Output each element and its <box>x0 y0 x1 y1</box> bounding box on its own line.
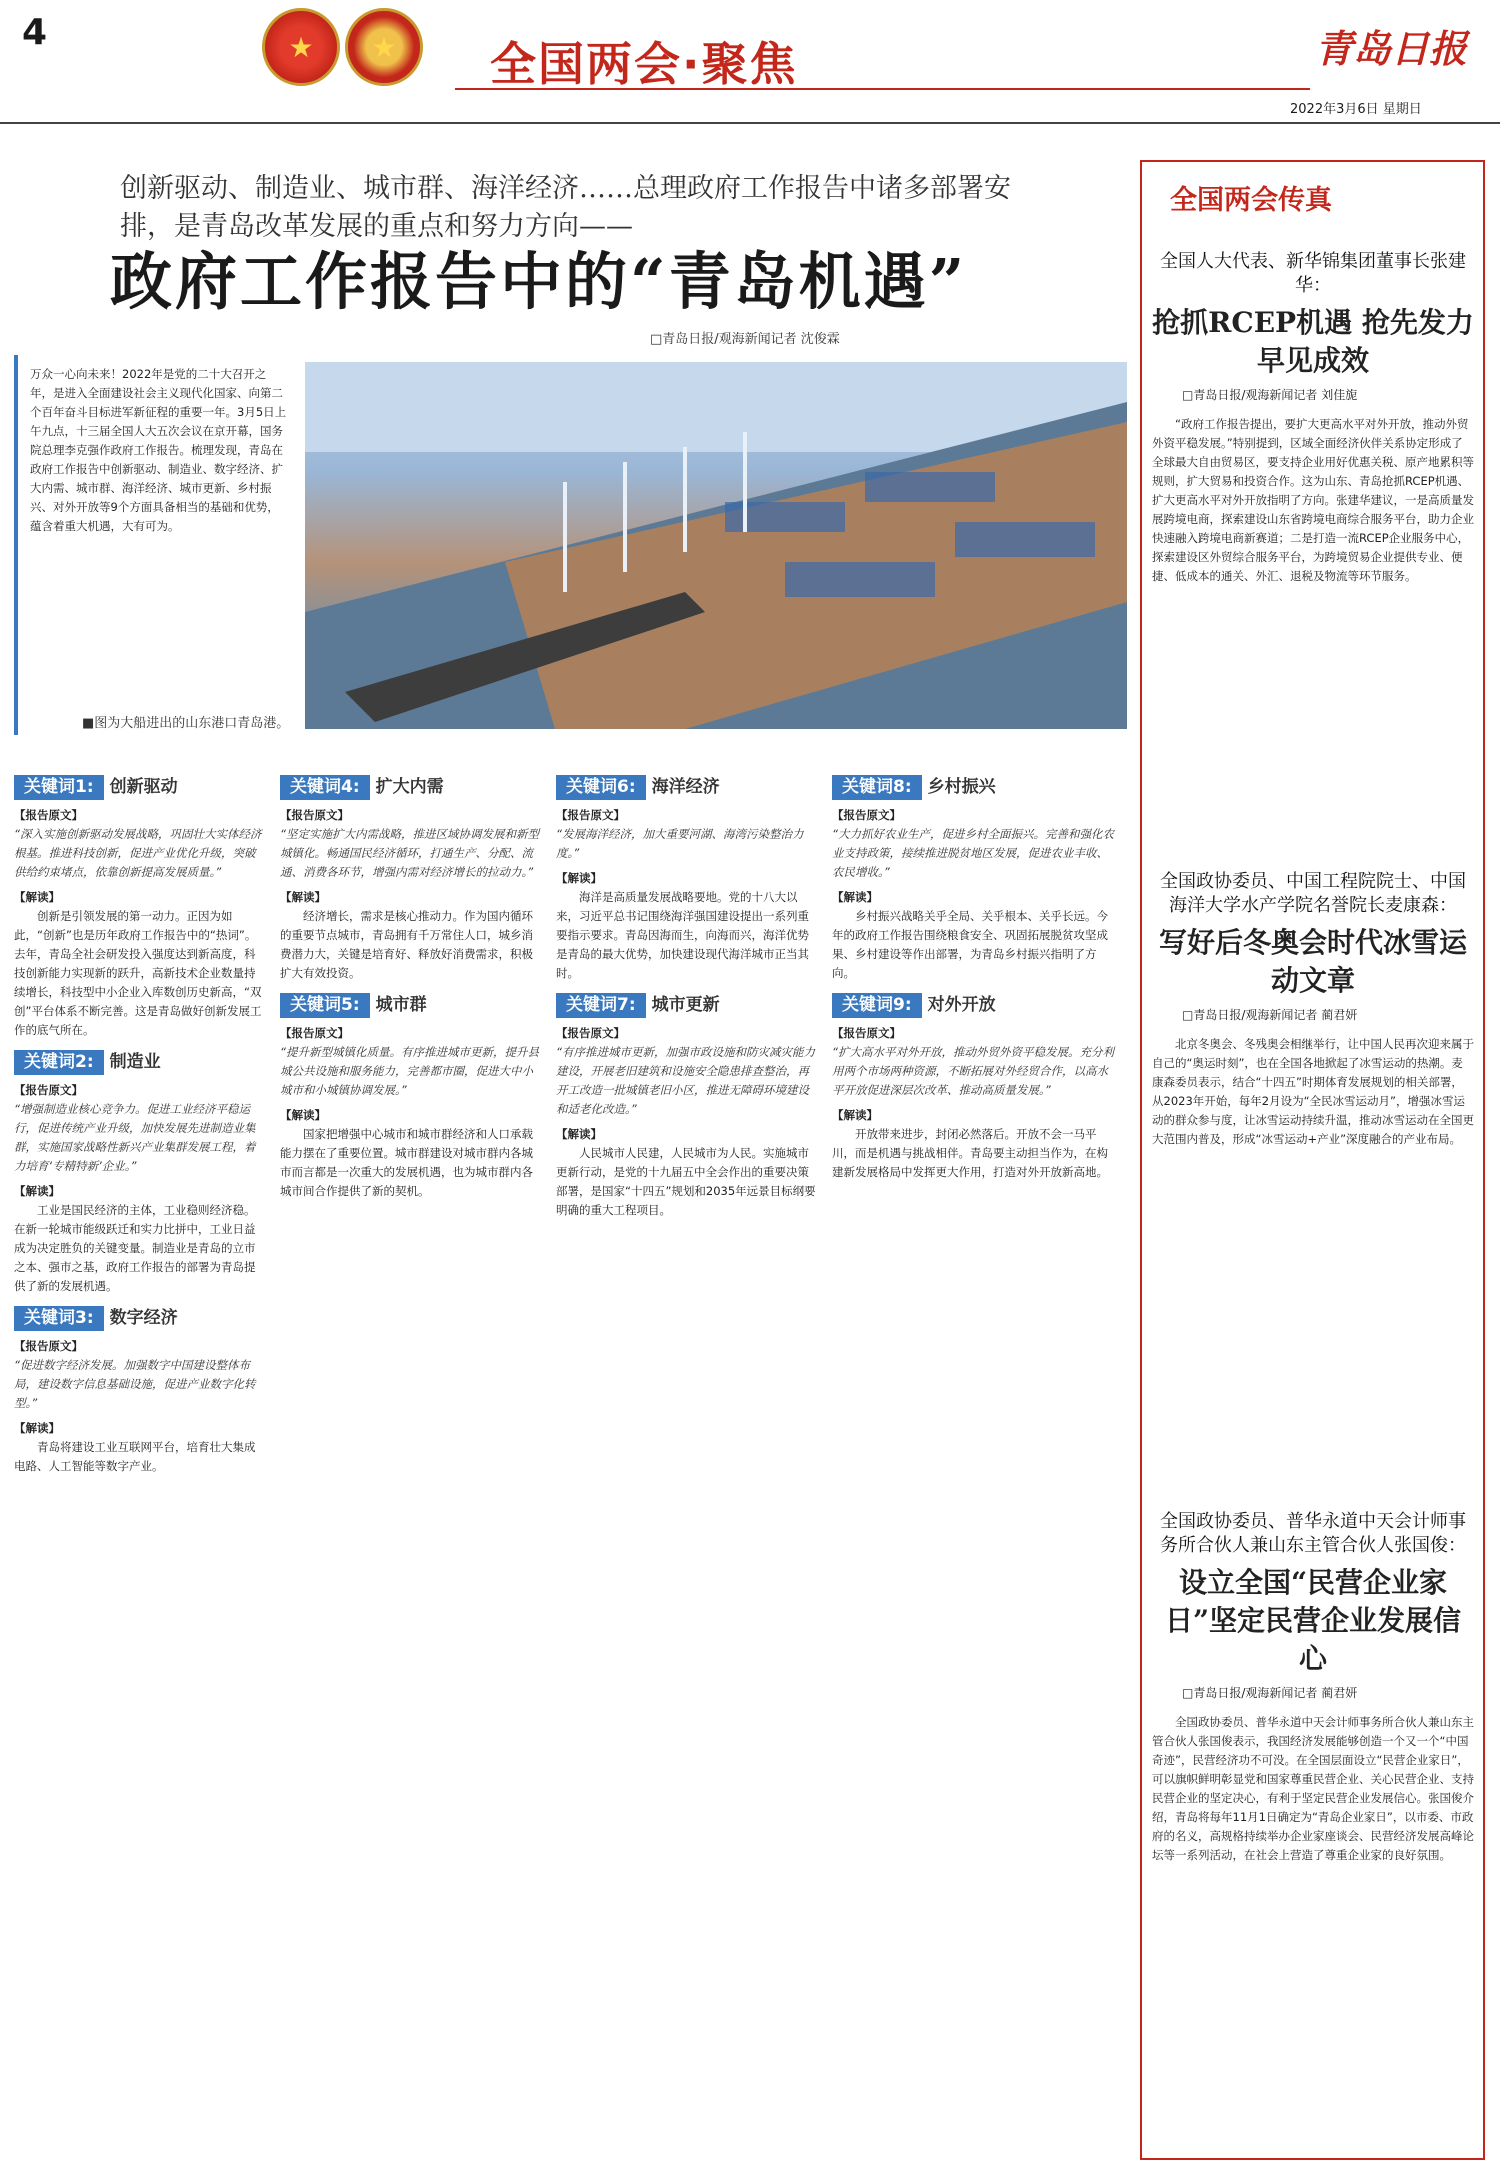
keyword-section: 关键词3: 数字经济 【报告原文】 “促进数字经济发展。加强数字中国建设整体布局，建设数字信息基础设施，促进产业数字化转型。” 【解读】 青岛将建设工业互联网平台，培育壮大集成电路、人工智能等数字产业。 <box>14 1296 264 1476</box>
page-header <box>0 0 1500 125</box>
keyword-section: 关键词7: 城市更新 【报告原文】 “有序推进城市更新，加强市政设施和防灾减灾能力建设，开展老旧建筑和设施安全隐患排查整治，再开工改造一批城镇老旧小区，推进无障碍环境建设和适老化改造。” 【解读】 人民城市人民建，人民城市为人民。实施城市更新行动，是党的十九届五中全会作出的重要决策部署，是国家“十四五”规划和2035年远景目标纲要明确的重大工程项目。 <box>556 983 816 1220</box>
keyword-section: 关键词6: 海洋经济 【报告原文】 “发展海洋经济，加大重要河湖、海湾污染整治力度。” 【解读】 海洋是高质量发展战略要地。党的十八大以来，习近平总书记围绕海洋强国建设提出一系列重要指示要求。青岛因海而生，向海而兴，海洋优势是青岛的最大优势，加快建设现代海洋城市正当其时。 <box>556 765 816 983</box>
keyword-section: 关键词2: 制造业 【报告原文】 “增强制造业核心竞争力。促进工业经济平稳运行，促进传统产业升级，加快发展先进制造业集群，实施国家战略性新兴产业集群发展工程，着力培育‘专精特新’企业。” 【解读】 工业是国民经济的主体，工业稳则经济稳。在新一轮城市能级跃迁和实力比拼中，工业日益成为决定胜负的关键变量。制造业是青岛的立市之本、强市之基，政府工作报告的部署为青岛提供了新的发展机遇。 <box>14 1040 264 1296</box>
interpretation: 人民城市人民建，人民城市为人民。实施城市更新行动，是党的十九届五中全会作出的重要决策部署，是国家“十四五”规划和2035年远景目标纲要明确的重大工程项目。 <box>556 1146 816 1217</box>
story-byline: □青岛日报/观海新闻记者 蔺君妍 <box>1182 1686 1358 1700</box>
keyword-name: 数字经济 <box>109 1308 178 1328</box>
keyword-section: 关键词5: 城市群 【报告原文】 “提升新型城镇化质量。有序推进城市更新，提升县城公共设施和服务能力，完善都市圈，促进大中小城市和小城镇协调发展。” 【解读】 国家把增强中心城市和城市群经济和人口承载能力摆在了重要位置。城市群建设对城市群内各城市而言都是一次重大的发展机遇，也为城市群内各城市间合作提供了新的契机。 <box>280 983 540 1201</box>
keyword-label: 关键词1: <box>14 775 104 800</box>
keyword-section: 关键词4: 扩大内需 【报告原文】 “坚定实施扩大内需战略，推进区域协调发展和新型城镇化。畅通国民经济循环，打通生产、分配、流通、消费各环节，增强内需对经济增长的拉动力。” 【解读】 经济增长，需求是核心推动力。作为国内循环的重要节点城市，青岛拥有千万常住人口，城乡消费潜力大，关键是培育好、释放好消费需求，积极扩大有效投资。 <box>280 765 540 983</box>
report-quote: “深入实施创新驱动发展战略，巩固壮大实体经济根基。推进科技创新，促进产业优化升级，突破供给约束堵点，依靠创新提高发展质量。” <box>14 827 262 879</box>
keyword-section: 关键词9: 对外开放 【报告原文】 “扩大高水平对外开放，推动外贸外资平稳发展。充分利用两个市场两种资源，不断拓展对外经贸合作，以高水平开放促进深层次改革、推动高质量发展。” 【解读】 开放带来进步，封闭必然落后。开放不会一马平川，而是机遇与挑战相伴。青岛要主动担当作为，在构建新发展格局中发挥更大作用，打造对外开放新高地。 <box>832 983 1117 1182</box>
keyword-label: 关键词2: <box>14 1050 104 1075</box>
interpretation: 海洋是高质量发展战略要地。党的十八大以来，习近平总书记围绕海洋强国建设提出一系列重要指示要求。青岛因海而生，向海而兴，海洋优势是青岛的最大优势，加快建设现代海洋城市正当其时。 <box>556 890 809 980</box>
article-column-1 <box>14 765 264 1476</box>
keyword-name: 创新驱动 <box>109 777 178 797</box>
newspaper-logo: 青岛日报 <box>1315 26 1468 71</box>
report-quote: “促进数字经济发展。加强数字中国建设整体布局，建设数字信息基础设施，促进产业数字化转型。” <box>14 1358 256 1410</box>
interpretation: 经济增长，需求是核心推动力。作为国内循环的重要节点城市，青岛拥有千万常住人口，城乡消费潜力大，关键是培育好、释放好消费需求，积极扩大有效投资。 <box>280 909 533 980</box>
article-column-2 <box>280 765 540 1201</box>
photo-caption: ■图为大船进出的山东港口青岛港。 <box>82 716 290 731</box>
story-title: 写好后冬奥会时代冰雪运动文章 <box>1158 926 1467 997</box>
sidebar-heading: 全国两会传真 <box>1170 185 1332 216</box>
sidebar-story-1 <box>1152 250 1474 586</box>
keyword-label: 关键词8: <box>832 775 922 800</box>
keyword-label: 关键词5: <box>280 993 370 1018</box>
keyword-name: 对外开放 <box>927 995 996 1015</box>
interpretation: 开放带来进步，封闭必然落后。开放不会一马平川，而是机遇与挑战相伴。青岛要主动担当作为，在构建新发展格局中发挥更大作用，打造对外开放新高地。 <box>832 1127 1108 1179</box>
keyword-name: 制造业 <box>109 1052 161 1072</box>
report-quote: “扩大高水平对外开放，推动外贸外资平稳发展。充分利用两个市场两种资源，不断拓展对外经贸合作，以高水平开放促进深层次改革、推动高质量发展。” <box>832 1045 1114 1097</box>
interpretation: 创新是引领发展的第一动力。正因为如此，“创新”也是历年政府工作报告中的“热词”。去年，青岛全社会研发投入强度达到新高度，科技创新能力实现新的跃升，高新技术企业数量持续增长，科技型中小企业入库数创历史新高，“双创”平台体系不断完善。这是青岛做好创新发展工作的底气所在。 <box>14 909 262 1037</box>
interviewee: 全国人大代表、新华锦集团董事长张建华： <box>1160 251 1466 296</box>
report-quote: “大力抓好农业生产，促进乡村全面振兴。完善和强化农业支持政策，接续推进脱贫地区发展，促进农业丰收、农民增收。” <box>832 827 1114 879</box>
interviewee: 全国政协委员、中国工程院院士、中国海洋大学水产学院名誉院长麦康森： <box>1160 871 1466 916</box>
national-emblem-icon: ★ <box>262 8 340 86</box>
keyword-name: 扩大内需 <box>375 777 444 797</box>
story-text: “政府工作报告提出，要扩大更高水平对外开放，推动外贸外资平稳发展。”特别提到，区域全面经济伙伴关系协定形成了全球最大自由贸易区，要支持企业用好优惠关税、原产地累积等规则，扩大贸易和投资合作。这为山东、青岛抢抓RCEP机遇、扩大更高水平对外开放指明了方向。张建华建议，一是高质量发展跨境电商，探索建设山东省跨境电商综合服务平台，助力企业快速融入跨境电商新赛道；二是打造一流RCEP企业服务中心，探索建设区外贸综合服务平台，为跨境贸易企业提供专业、便捷、低成本的通关、外汇、退税及物流等环节服务。 <box>1152 417 1474 583</box>
sidebar-story-2 <box>1152 870 1474 1149</box>
article-column-3 <box>556 765 816 1220</box>
cppcc-emblem-icon: ★ <box>345 8 423 86</box>
keyword-name: 城市群 <box>375 995 427 1015</box>
page-number: 4 <box>22 12 48 53</box>
article-intro: 万众一心向未来！2022年是党的二十大召开之年，是进入全面建设社会主义现代化国家、向第二个百年奋斗目标进军新征程的重要一年。3月5日上午九点，十三届全国人大五次会议在京开幕，国务院总理李克强作政府工作报告。梳理发现，青岛在政府工作报告中创新驱动、制造业、数字经济、扩大内需、城市群、海洋经济、城市更新、乡村振兴、对外开放等9个方面具备相当的基础和优势，蕴含着重大机遇，大有可为。 <box>14 355 299 735</box>
keyword-label: 关键词3: <box>14 1306 104 1331</box>
story-byline: □青岛日报/观海新闻记者 蔺君妍 <box>1182 1008 1358 1022</box>
keyword-name: 乡村振兴 <box>927 777 996 797</box>
section-title: 全国两会·聚焦 <box>490 37 798 91</box>
keyword-section: 关键词1: 创新驱动 【报告原文】 “深入实施创新驱动发展战略，巩固壮大实体经济根基。推进科技创新，促进产业优化升级，突破供给约束堵点，依靠创新提高发展质量。” 【解读】 创新是引领发展的第一动力。正因为如此，“创新”也是历年政府工作报告中的“热词”。去年，青岛全社会研发投入强度达到新高度，科技创新能力实现新的跃升，高新技术企业数量持续增长，科技型中小企业入库数创历史新高，“双创”平台体系不断完善。这是青岛做好创新发展工作的底气所在。 <box>14 765 264 1040</box>
issue-date: 2022年3月6日 星期日 <box>1290 102 1422 117</box>
keyword-label: 关键词4: <box>280 775 370 800</box>
keyword-name: 城市更新 <box>651 995 720 1015</box>
story-text: 全国政协委员、普华永道中天会计师事务所合伙人兼山东主管合伙人张国俊表示，我国经济发展能够创造一个又一个“中国奇迹”，民营经济功不可没。在全国层面设立“民营企业家日”，可以旗帜鲜明彰显党和国家尊重民营企业、关心民营企业、支持民营企业的坚定决心，有利于坚定民营企业发展信心。张国俊介绍，青岛将每年11月1日确定为“青岛企业家日”，以市委、市政府的名义，高规格持续举办企业家座谈会、民营经济发展高峰论坛等一系列活动，在社会上营造了尊重企业家的良好氛围。 <box>1152 1715 1474 1862</box>
port-photo <box>305 362 1127 729</box>
article-headline: 政府工作报告中的“青岛机遇” <box>110 245 968 318</box>
keyword-section: 关键词8: 乡村振兴 【报告原文】 “大力抓好农业生产，促进乡村全面振兴。完善和强化农业支持政策，接续推进脱贫地区发展，促进农业丰收、农民增收。” 【解读】 乡村振兴战略关乎全局、关乎根本、关乎长远。今年的政府工作报告围绕粮食安全、巩固拓展脱贫攻坚成果、乡村建设等作出部署，为青岛乡村振兴指明了方向。 <box>832 765 1117 983</box>
report-quote: “坚定实施扩大内需战略，推进区域协调发展和新型城镇化。畅通国民经济循环，打通生产、分配、流通、消费各环节，增强内需对经济增长的拉动力。” <box>280 827 539 879</box>
keyword-label: 关键词7: <box>556 993 646 1018</box>
report-quote: “发展海洋经济，加大重要河湖、海湾污染整治力度。” <box>556 827 804 860</box>
interviewee: 全国政协委员、普华永道中天会计师事务所合伙人兼山东主管合伙人张国俊： <box>1160 1511 1466 1556</box>
interpretation: 青岛将建设工业互联网平台，培育壮大集成电路、人工智能等数字产业。 <box>14 1440 256 1473</box>
report-quote: “提升新型城镇化质量。有序推进城市更新，提升县城公共设施和服务能力，完善都市圈，促进大中小城市和小城镇协调发展。” <box>280 1045 539 1097</box>
story-byline: □青岛日报/观海新闻记者 刘佳旎 <box>1182 388 1358 402</box>
article-subtitle: 创新驱动、制造业、城市群、海洋经济……总理政府工作报告中诸多部署安排，是青岛改革发展的重点和努力方向—— <box>120 173 1011 242</box>
header-divider <box>0 122 1500 124</box>
article-byline: □青岛日报/观海新闻记者 沈俊霖 <box>650 332 840 347</box>
sidebar-story-3 <box>1152 1510 1474 1865</box>
report-quote: “增强制造业核心竞争力。促进工业经济平稳运行，促进传统产业升级，加快发展先进制造业集群，实施国家战略性新兴产业集群发展工程，着力培育‘专精特新’企业。” <box>14 1102 256 1173</box>
interpretation: 工业是国民经济的主体，工业稳则经济稳。在新一轮城市能级跃迁和实力比拼中，工业日益成为决定胜负的关键变量。制造业是青岛的立市之本、强市之基，政府工作报告的部署为青岛提供了新的发展机遇。 <box>14 1203 256 1293</box>
interpretation: 国家把增强中心城市和城市群经济和人口承载能力摆在了重要位置。城市群建设对城市群内各城市而言都是一次重大的发展机遇，也为城市群内各城市间合作提供了新的契机。 <box>280 1127 533 1198</box>
story-title: 抢抓RCEP机遇 抢先发力早见成效 <box>1152 306 1474 377</box>
keyword-label: 关键词6: <box>556 775 646 800</box>
keyword-label: 关键词9: <box>832 993 922 1018</box>
report-quote: “有序推进城市更新，加强市政设施和防灾减灾能力建设，开展老旧建筑和设施安全隐患排查整治，再开工改造一批城镇老旧小区，推进无障碍环境建设和适老化改造。” <box>556 1045 815 1116</box>
story-title: 设立全国“民营企业家日”坚定民营企业发展信心 <box>1164 1566 1462 1675</box>
keyword-name: 海洋经济 <box>651 777 720 797</box>
port-illustration <box>305 362 1127 729</box>
story-text: 北京冬奥会、冬残奥会相继举行，让中国人民再次迎来属于自己的“奥运时刻”，也在全国各地掀起了冰雪运动的热潮。麦康森委员表示，结合“十四五”时期体育发展规划的相关部署，从2023年开始，每年2月设为“全民冰雪运动月”，增强冰雪运动的群众参与度，让冰雪运动持续升温，推动冰雪运动在全国更大范围内普及，形成“冰雪运动+产业”深度融合的产业布局。 <box>1152 1037 1474 1146</box>
interpretation: 乡村振兴战略关乎全局、关乎根本、关乎长远。今年的政府工作报告围绕粮食安全、巩固拓展脱贫攻坚成果、乡村建设等作出部署，为青岛乡村振兴指明了方向。 <box>832 909 1108 980</box>
article-column-4 <box>832 765 1117 1182</box>
